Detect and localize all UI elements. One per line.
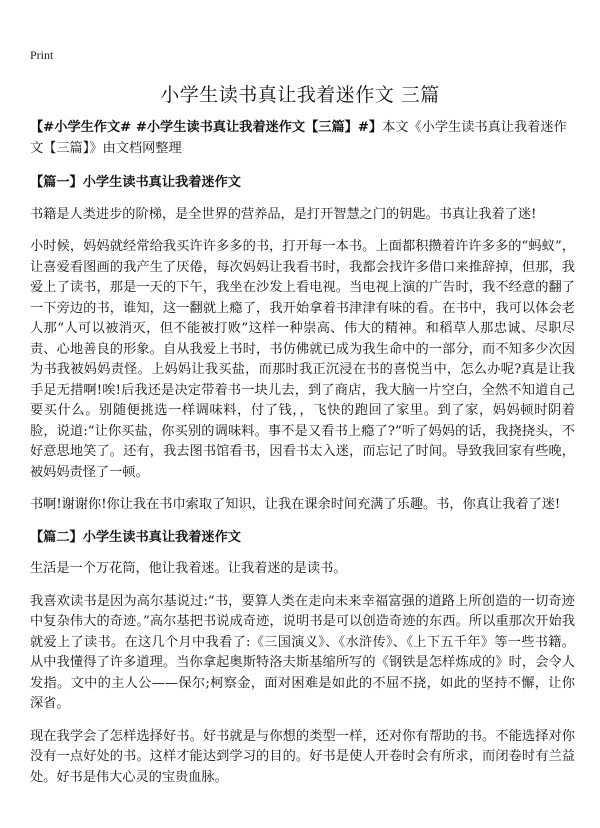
intro-text: 本文《小学生读书真让我着迷作文【三篇】》由文档网整理	[30, 120, 567, 156]
paragraph: 书啊!谢谢你!你让我在书巾索取了知识，让我在课余时间充满了乐趣。书，你真让我着了迷!	[30, 497, 561, 512]
paragraph: 生活是一个万花筒，他让我着迷。让我着迷的是读书。	[30, 561, 347, 576]
paragraph: 书籍是人类进步的阶梯，是全世界的营养品，是打开智慧之门的钥匙。书真让我着了迷!	[30, 206, 537, 222]
article-body	[30, 118, 575, 800]
intro-tag: 【#小学生作文# #小学生读书真让我着迷作文【三篇】#】	[30, 120, 383, 135]
print-link[interactable]: Print	[30, 48, 54, 62]
intro-line	[30, 118, 575, 159]
paragraph: 现在我学会了怎样选择好书。好书就是与你想的类型一样，还对你有帮助的书。不能选择对你没有一点好处的书。这样才能达到学习的目的。好书是使人开卷时会有所求，而闭卷时有兰益处。好书是伟大心灵的宝贵血脉。	[30, 728, 575, 785]
section-heading: 【篇一】小学生读书真让我着迷作文	[30, 175, 241, 190]
page-title: 小学生读书真让我着迷作文 三篇	[160, 84, 440, 106]
section-2	[30, 528, 575, 789]
paragraph: 我喜欢读书是因为高尔基说过:“书，要算人类在走向未来幸福富强的道路上所创造的一切奇迹中复杂伟大的奇迹。”高尔基把书说成奇迹，说明书是可以创造奇迹的东西。所以重那次开始我就爱上了读书。在这几个月中我看了:《三国演义》、《水浒传》、《上下五千年》等一些书籍。从中我懂得了许多道理。当你拿起奥斯特洛夫斯基缩所写的《钢铁是怎样炼成的》时，会令人发指。文中的主人公——保尔;柯察金，面对困难是如此的不屈不挠，如此的坚持不懈，让你深省。	[30, 593, 575, 711]
section-1	[30, 173, 575, 516]
section-heading: 【篇二】小学生读书真让我着迷作文	[30, 529, 241, 545]
paragraph: 小时候，妈妈就经常给我买许许多多的书，打开每一本书。上面都积攒着许许多多的“蚂蚁”，让喜爱看图画的我产生了厌倦，每次妈妈让我看书时，我都会找许多借口来推辞掉，但那，我爱上了读书，那是一天的下午，我坐在沙发上看电视。当电视上演的广告时，我不经意的翻了一下旁边的书，谁知，这一翻就上瘾了，我开始拿着书津津有味的看。在书中，我可以体会老人那“人可以被消灭，但不能被打败”这样一种崇高、伟大的精神。和稻草人那忠诚、尽职尽责、心地善良的形象。自从我爱上书时，书仿佛就已成为我生命中的一部分，而不知多少次因为书我被妈妈责怪。上妈妈让我买盐，而那时我正沉浸在书的喜悦当中，怎么办呢?真是让我手足无措啊!唉!后我还是决定带着书一块儿去，到了商店，我大脑一片空白，全然不知道自己要买什么。别随便挑选一样调味料，付了钱，，飞快的跑回了家里。到了家，妈妈顿时阴着脸，说道:“让你买盐，你买别的调味料。事不是又看书上瘾了?”听了妈妈的话，我挠挠头，不好意思地笑了。还有，我去图书馆看书，因看书太入迷，而忘记了时间。导致我回家有些晚，被妈妈责怪了一顿。	[30, 239, 575, 480]
